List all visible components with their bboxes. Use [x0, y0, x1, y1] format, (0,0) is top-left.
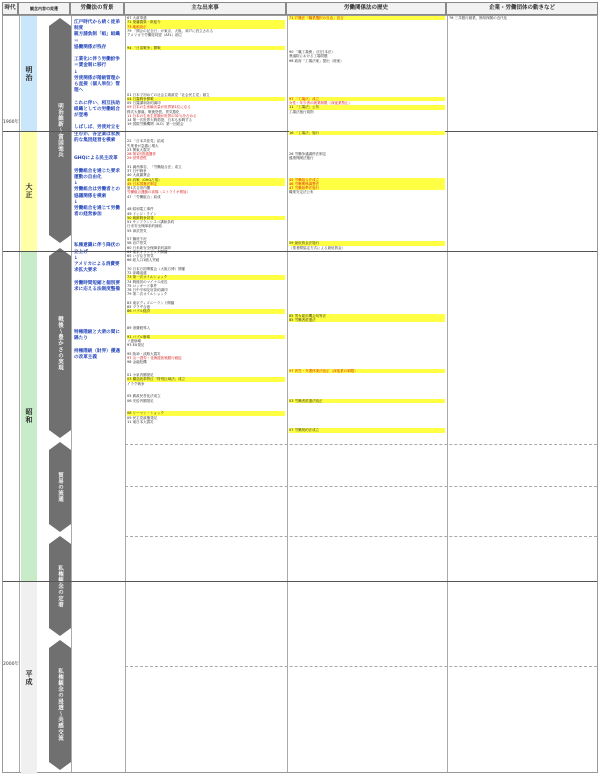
background-line: ↓: [74, 255, 78, 261]
event-row: 40 大政翼賛会: [127, 173, 151, 178]
corporate-row: [449, 441, 597, 445]
event-row: 51 サンフランシスコ講和条約: [127, 220, 175, 224]
law-row: 女性・年少者の就業制限（深夜業禁止）: [289, 101, 352, 105]
event-row: 89 消費税導入: [127, 326, 151, 331]
event-row: 01 小泉内閣発足: [127, 373, 154, 377]
event-row: 58 岩戸景気: [127, 241, 147, 246]
event-row: 失業者が急激に増大: [127, 143, 159, 148]
era-taisho: 大正: [21, 131, 37, 251]
law-row: 47 労働基準法施行: [289, 186, 445, 190]
law-row: 98 政府「工場法案」提出（廃案）: [289, 58, 344, 63]
column-divider: [71, 16, 72, 772]
event-row: 73 地租改正: [127, 25, 285, 29]
law-row: 07 労働契約法成立: [289, 428, 445, 432]
event-row: 労働組合運動の高揚（ストライキ増加）: [127, 190, 190, 195]
background-line: 私権意識に伴う降伏の立上げ: [74, 243, 120, 255]
law-row: 03 労働者派遣法改正: [289, 399, 445, 403]
row-divider: [125, 486, 597, 487]
event-row: 22 「日本共産党」結成: [127, 139, 165, 144]
event-row: 83 東京ディズニーランド開園: [127, 300, 175, 305]
event-row: 67 大政奉還: [127, 16, 147, 20]
law-row: 85 労働者派遣法: [289, 318, 445, 322]
event-row: 60 日米新安全保障条約調印: [127, 245, 172, 250]
event-row: 71 廃藩置県・散髪令: [127, 20, 285, 24]
background-line: 労働組合を通じた要求運動の自由化: [74, 168, 120, 181]
event-row: 05 郵政民営化法成立: [127, 394, 161, 399]
event-row: 日米安全保障条約締結: [127, 224, 162, 229]
event-row: 03 構造改革特区「特別区域法」成立: [127, 377, 285, 381]
event-row: 93 EU発足: [127, 343, 145, 348]
event-row: 66 総人口1億人突破: [127, 258, 160, 263]
event-row: 48 昭和電工事件: [127, 207, 154, 212]
event-row: アメリカで労働総同盟（AFL）創立: [127, 33, 183, 37]
law-row: 16 「工場法」施行: [289, 131, 445, 135]
event-row: 79 「開会の記念日」が東京、大阪、神戸に設立される: [127, 28, 214, 33]
header-background: 労働法の背景: [70, 2, 124, 15]
law-history-column: [289, 16, 445, 433]
event-row: 04 日露戦争開戦: [127, 97, 285, 101]
background-line: 江戸時代から続く徒弟制度: [74, 20, 120, 32]
event-row: 47 「労働組合」結成: [127, 194, 161, 199]
event-row: 09 民主党政権発足: [127, 415, 158, 420]
column-divider: [125, 16, 126, 772]
event-row: ソ連崩壊: [127, 339, 141, 343]
event-row: 11 東日本大震災: [127, 419, 154, 424]
corporate-row: 76 三井銀行創業、簡易保険の近代化: [449, 16, 508, 20]
event-row: 70 日本万国博覧会（大阪万博）開催: [127, 266, 186, 271]
event-row: 95 阪神・淡路大震災: [127, 351, 161, 356]
background-line: 労働組合は労働者との協議関係を模索: [74, 187, 120, 199]
event-row: 株式大暴落、戦後恐慌、景気悪化: [127, 109, 180, 114]
law-row: 26 労働争議調停法制定: [289, 152, 327, 156]
law-row: 職業安定法公布: [289, 190, 314, 195]
event-row: 45 終戦（GHQ占領）: [127, 178, 285, 182]
law-row: 71 戸籍法「職業選択の自由」宣言: [289, 16, 445, 20]
column-divider: [19, 16, 20, 772]
event-row: 79 第二次オイルショック: [127, 292, 168, 297]
event-row: 94 「日清戦争」開戦: [127, 46, 285, 50]
event-row: 64 東京オリンピック開催: [127, 249, 168, 254]
event-row: 37 日中戦争: [127, 169, 147, 173]
background-line: ↓: [74, 199, 78, 205]
event-row: 65 いざなぎ景気: [127, 254, 154, 258]
law-row: 健康保険法施行: [289, 156, 314, 161]
event-row: 28 第1回普通選挙: [127, 152, 156, 156]
background-line: GHQによる民主改革: [74, 156, 118, 162]
concept-sympathy: 私権観念の浸透〜共感交流: [49, 640, 71, 770]
header-events: 主な出来事: [124, 2, 286, 15]
law-row: 11 「工場法」公布: [289, 105, 445, 109]
header-concept: 観念内容の変遷: [18, 2, 70, 15]
event-row: 78 日中平和友好条約調印: [127, 288, 168, 292]
era-divider: [3, 581, 597, 582]
header-corporate: 企業・労働団体の動きなど: [446, 2, 598, 15]
event-row: 01 日本で初めての社会主義政党「社会民主党」創立: [127, 92, 210, 97]
row-divider: [125, 666, 597, 667]
event-row: 45 日本国憲法制定: [127, 182, 285, 186]
event-row: 72 沖縄返還: [127, 271, 147, 275]
law-row: （業者間協定方式による最低賃金）: [289, 245, 345, 250]
law-row: 衆議院における工場問題: [289, 54, 328, 59]
law-row: 46 労働関係調整法: [289, 182, 445, 186]
event-row: 49 ドッジ・ライン: [127, 211, 157, 216]
background-line: 特権階級と大衆の間に隔たり: [74, 330, 120, 342]
background-line: しばしば、労使対立を生むが、各企業は家族的な集団経営を模索: [74, 125, 120, 143]
event-row: 09 日本の生糸輸出量が世界第1位になる: [127, 105, 191, 110]
event-row: 29 世界恐慌: [127, 156, 147, 161]
event-row: 14 第一次世界大戦勃発、日本も参戦する: [127, 118, 193, 122]
event-row: 57 鍋底不況: [127, 237, 147, 241]
law-row: 90 「職工義務」（旧日本法）: [289, 50, 335, 54]
event-row: 第1次吉田内閣: [127, 186, 151, 190]
era-showa: 昭和: [21, 251, 37, 581]
row-divider: [125, 536, 597, 537]
column-divider: [287, 16, 288, 772]
event-row: 06 安倍内閣発足: [127, 398, 154, 403]
background-line: 労働時間短縮と個別要求に応える法制度整備: [74, 280, 120, 292]
concept-postwar-prosperity: 戦後〜豊かさの実現: [49, 248, 71, 438]
event-row: 86 バブル経済: [127, 309, 285, 313]
event-row: 23 関東大震災: [127, 147, 151, 152]
concept-private-rights: 私権観念の定着: [49, 536, 71, 636]
header-law-history: 労働関係法の歴史: [286, 2, 446, 15]
event-row: 75 ロッキード事件: [127, 283, 157, 288]
column-divider: [447, 16, 448, 772]
event-row: イラク戦争: [127, 381, 145, 386]
event-row: 08 リーマン・ショック: [127, 411, 285, 415]
year-1900: 1900年: [3, 120, 19, 125]
event-row: 73 第一次オイルショック: [127, 275, 285, 279]
concept-trade: 貿易の流通: [49, 442, 71, 532]
table-header: [2, 2, 598, 15]
background-line: アメリカによる消費要求拡大要求: [74, 261, 120, 274]
background-line: 労使関係が階級管理から直接（個人単位）管理へ: [74, 75, 120, 94]
event-row: 19 国際労働機関（ILO）第一回総会: [127, 122, 184, 127]
event-row: 11 日本の生糸生産額が世界の31％を占める: [127, 113, 197, 118]
background-line: ↓: [74, 69, 78, 75]
event-row: 05 日露講和条約調印: [127, 101, 161, 105]
law-row: 工場法施行規則: [289, 109, 314, 114]
concept-meiji-restoration: 明治維新〜富国強兵: [49, 18, 71, 243]
background-line: 協働関係が残存: [74, 44, 107, 50]
event-row: 91 バブル崩壊: [127, 335, 285, 339]
background-line: 持権階級（財界）優遇の改革主義: [74, 348, 120, 360]
event-row: 55 神武景気: [127, 228, 147, 233]
background-line: これに伴い、相互扶助組織としての労働組合が登場: [74, 100, 120, 119]
era-meiji: 明治: [21, 16, 37, 131]
background-line: ↓: [74, 181, 78, 187]
header-era: 時代: [2, 2, 18, 15]
event-row: 85 プラザ合意: [127, 305, 151, 309]
year-2000: 2000年: [3, 662, 19, 667]
background-line: ＝: [74, 38, 79, 44]
background-line: 労働組合を通じて労働者の経営参加: [74, 206, 120, 218]
event-row: 74 戦後初のマイナス成長: [127, 279, 168, 284]
event-row: 31 満州事変、「労働組合法」成立: [127, 164, 182, 169]
era-heisei: 平成: [21, 581, 37, 774]
events-column: [127, 16, 285, 424]
timeline-grid: [2, 15, 598, 773]
background-line: 工業化に伴う労働紛争＝賃金制に移行: [74, 57, 120, 69]
background-column: [74, 20, 124, 361]
corporate-column: [449, 16, 597, 445]
law-row: 97 「工場法」成立: [289, 97, 445, 101]
law-row: 59 最低賃金法施行: [289, 241, 445, 245]
law-row: 97 育児・介護休業法改正（深夜業の制限）: [289, 369, 445, 373]
law-row: 45 労働組合法成立: [289, 178, 445, 182]
law-row: 85 男女雇用機会均等法: [289, 314, 445, 318]
event-row: 50 朝鮮戦争勃発: [127, 216, 285, 220]
background-line: 親方請負制「組」組織: [74, 32, 120, 38]
event-row: 97 山一證券・北海道拓殖銀行破綻: [127, 356, 182, 360]
event-row: 98 金融危機: [127, 360, 147, 365]
